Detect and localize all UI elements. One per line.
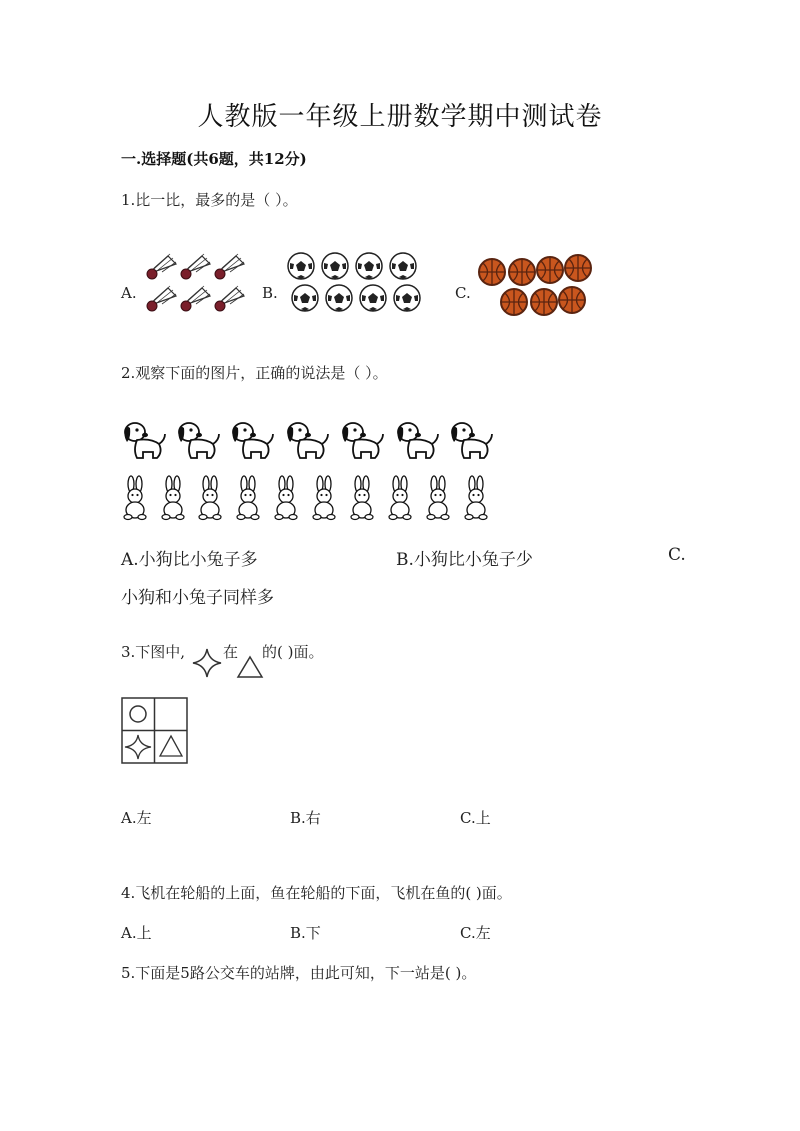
dog-icon bbox=[398, 423, 439, 458]
rabbit-icon bbox=[237, 476, 259, 520]
dog-icon bbox=[343, 423, 384, 458]
question-2-text: 2.观察下面的图片，正确的说法是（ ）。 bbox=[121, 364, 388, 382]
circle-icon bbox=[130, 706, 146, 722]
soccer-ball-icon bbox=[326, 285, 352, 311]
q2-option-c-label: C. bbox=[668, 545, 686, 565]
basketball-icon bbox=[479, 259, 505, 285]
shuttlecock-icon bbox=[181, 254, 210, 279]
dog-row bbox=[121, 418, 493, 466]
q3-option-b: B.右 bbox=[290, 809, 321, 827]
rabbit-icon bbox=[351, 476, 373, 520]
q1-option-a-label: A. bbox=[121, 284, 137, 302]
basketball-icon bbox=[559, 287, 585, 313]
q4-option-b: B.下 bbox=[290, 924, 321, 942]
dog-icon bbox=[125, 423, 166, 458]
rabbit-row bbox=[121, 476, 493, 522]
rabbit-icon bbox=[313, 476, 335, 520]
soccer-ball-icon bbox=[322, 253, 348, 279]
shuttlecock-icon bbox=[215, 286, 244, 311]
q4-option-c: C.左 bbox=[460, 924, 491, 942]
basketball-icon bbox=[565, 255, 591, 281]
shuttlecock-icon bbox=[147, 254, 176, 279]
triangle-icon bbox=[237, 656, 263, 678]
q3-option-c: C.上 bbox=[460, 809, 491, 827]
soccer-ball-icon bbox=[288, 253, 314, 279]
page-title: 人教版一年级上册数学期中测试卷 bbox=[197, 102, 603, 132]
dog-icon bbox=[288, 423, 329, 458]
soccer-ball-icon bbox=[356, 253, 382, 279]
rabbit-icon bbox=[427, 476, 449, 520]
rabbit-icon bbox=[465, 476, 487, 520]
q3-option-a: A.左 bbox=[121, 809, 152, 827]
rabbit-icon bbox=[389, 476, 411, 520]
badminton-group bbox=[146, 248, 250, 316]
q2-option-c-text: 小狗和小兔子同样多 bbox=[121, 588, 274, 608]
shuttlecock-icon bbox=[181, 286, 210, 311]
question-3-text-a: 3.下图中, bbox=[121, 643, 186, 661]
rabbit-icon bbox=[275, 476, 297, 520]
soccer-ball-icon bbox=[394, 285, 420, 311]
question-5-text: 5.下面是5路公交车的站牌，由此可知，下一站是( )。 bbox=[121, 964, 477, 982]
basketball-icon bbox=[531, 289, 557, 315]
question-3-text-b: 在 bbox=[223, 643, 239, 661]
shuttlecock-icon bbox=[215, 254, 244, 279]
basketball-group bbox=[478, 254, 596, 318]
dog-icon bbox=[452, 423, 493, 458]
soccer-ball-icon bbox=[360, 285, 386, 311]
soccer-group bbox=[287, 252, 421, 312]
rabbit-icon bbox=[124, 476, 146, 520]
q4-option-a: A.上 bbox=[121, 924, 152, 942]
shuttlecock-icon bbox=[147, 286, 176, 311]
position-grid bbox=[121, 697, 188, 764]
q1-option-b-label: B. bbox=[262, 284, 278, 302]
question-1-text: 1.比一比，最多的是（ ）。 bbox=[121, 191, 298, 209]
dog-icon bbox=[233, 423, 274, 458]
q2-option-a: A.小狗比小兔子多 bbox=[121, 550, 258, 570]
soccer-ball-icon bbox=[390, 253, 416, 279]
dog-icon bbox=[179, 423, 220, 458]
rabbit-icon bbox=[162, 476, 184, 520]
basketball-icon bbox=[501, 289, 527, 315]
question-3-text-c: 的( )面。 bbox=[262, 643, 324, 661]
q1-option-c-label: C. bbox=[455, 284, 471, 302]
section-heading: 一.选择题(共6题，共12分) bbox=[121, 150, 307, 168]
q2-option-b: B.小狗比小兔子少 bbox=[396, 550, 533, 570]
basketball-icon bbox=[537, 257, 563, 283]
star-icon bbox=[192, 648, 222, 678]
rabbit-icon bbox=[199, 476, 221, 520]
basketball-icon bbox=[509, 259, 535, 285]
question-4-text: 4.飞机在轮船的上面，鱼在轮船的下面，飞机在鱼的( )面。 bbox=[121, 884, 512, 902]
soccer-ball-icon bbox=[292, 285, 318, 311]
